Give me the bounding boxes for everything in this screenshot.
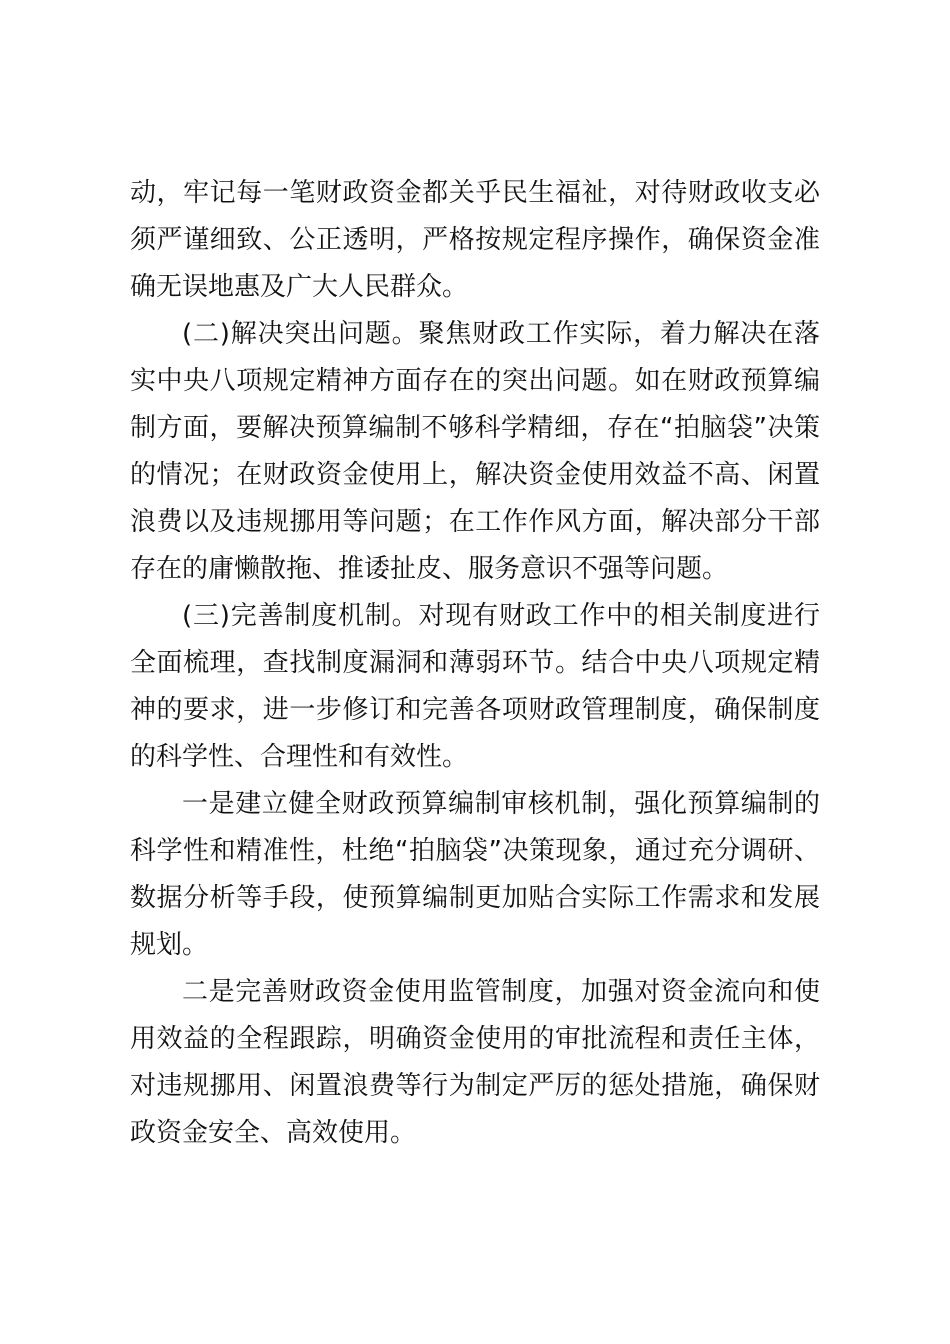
- paragraph-resolve-issues: (二)解决突出问题。聚焦财政工作实际，着力解决在落实中央八项规定精神方面存在的突出问题。如在财政预算编制方面，要解决预算编制不够科学精细，存在“拍脑袋”决策的情况；在财政资金使用上，解决资金使用效益不高、闲置浪费以及违规挪用等问题；在工作作风方面，解决部分干部存在的庸懒散拖、推诿扯皮、服务意识不强等问题。: [130, 319, 820, 584]
- document-body: [130, 170, 820, 1157]
- paragraph-fund-supervision: 二是完善财政资金使用监管制度，加强对资金流向和使用效益的全程跟踪，明确资金使用的审批流程和责任主体，对违规挪用、闲置浪费等行为制定严厉的惩处措施，确保财政资金安全、高效使用。: [130, 977, 820, 1148]
- paragraph-improve-system: (三)完善制度机制。对现有财政工作中的相关制度进行全面梳理，查找制度漏洞和薄弱环节。结合中央八项规定精神的要求，进一步修订和完善各项财政管理制度，确保制度的科学性、合理性和有效性。: [130, 601, 820, 772]
- paragraph-budget-review: 一是建立健全财政预算编制审核机制，强化预算编制的科学性和精准性，杜绝“拍脑袋”决策现象，通过充分调研、数据分析等手段，使预算编制更加贴合实际工作需求和发展规划。: [130, 789, 820, 960]
- paragraph-continuation: 动，牢记每一笔财政资金都关乎民生福祉，对待财政收支必须严谨细致、公正透明，严格按规定程序操作，确保资金准确无误地惠及广大人民群众。: [130, 178, 820, 302]
